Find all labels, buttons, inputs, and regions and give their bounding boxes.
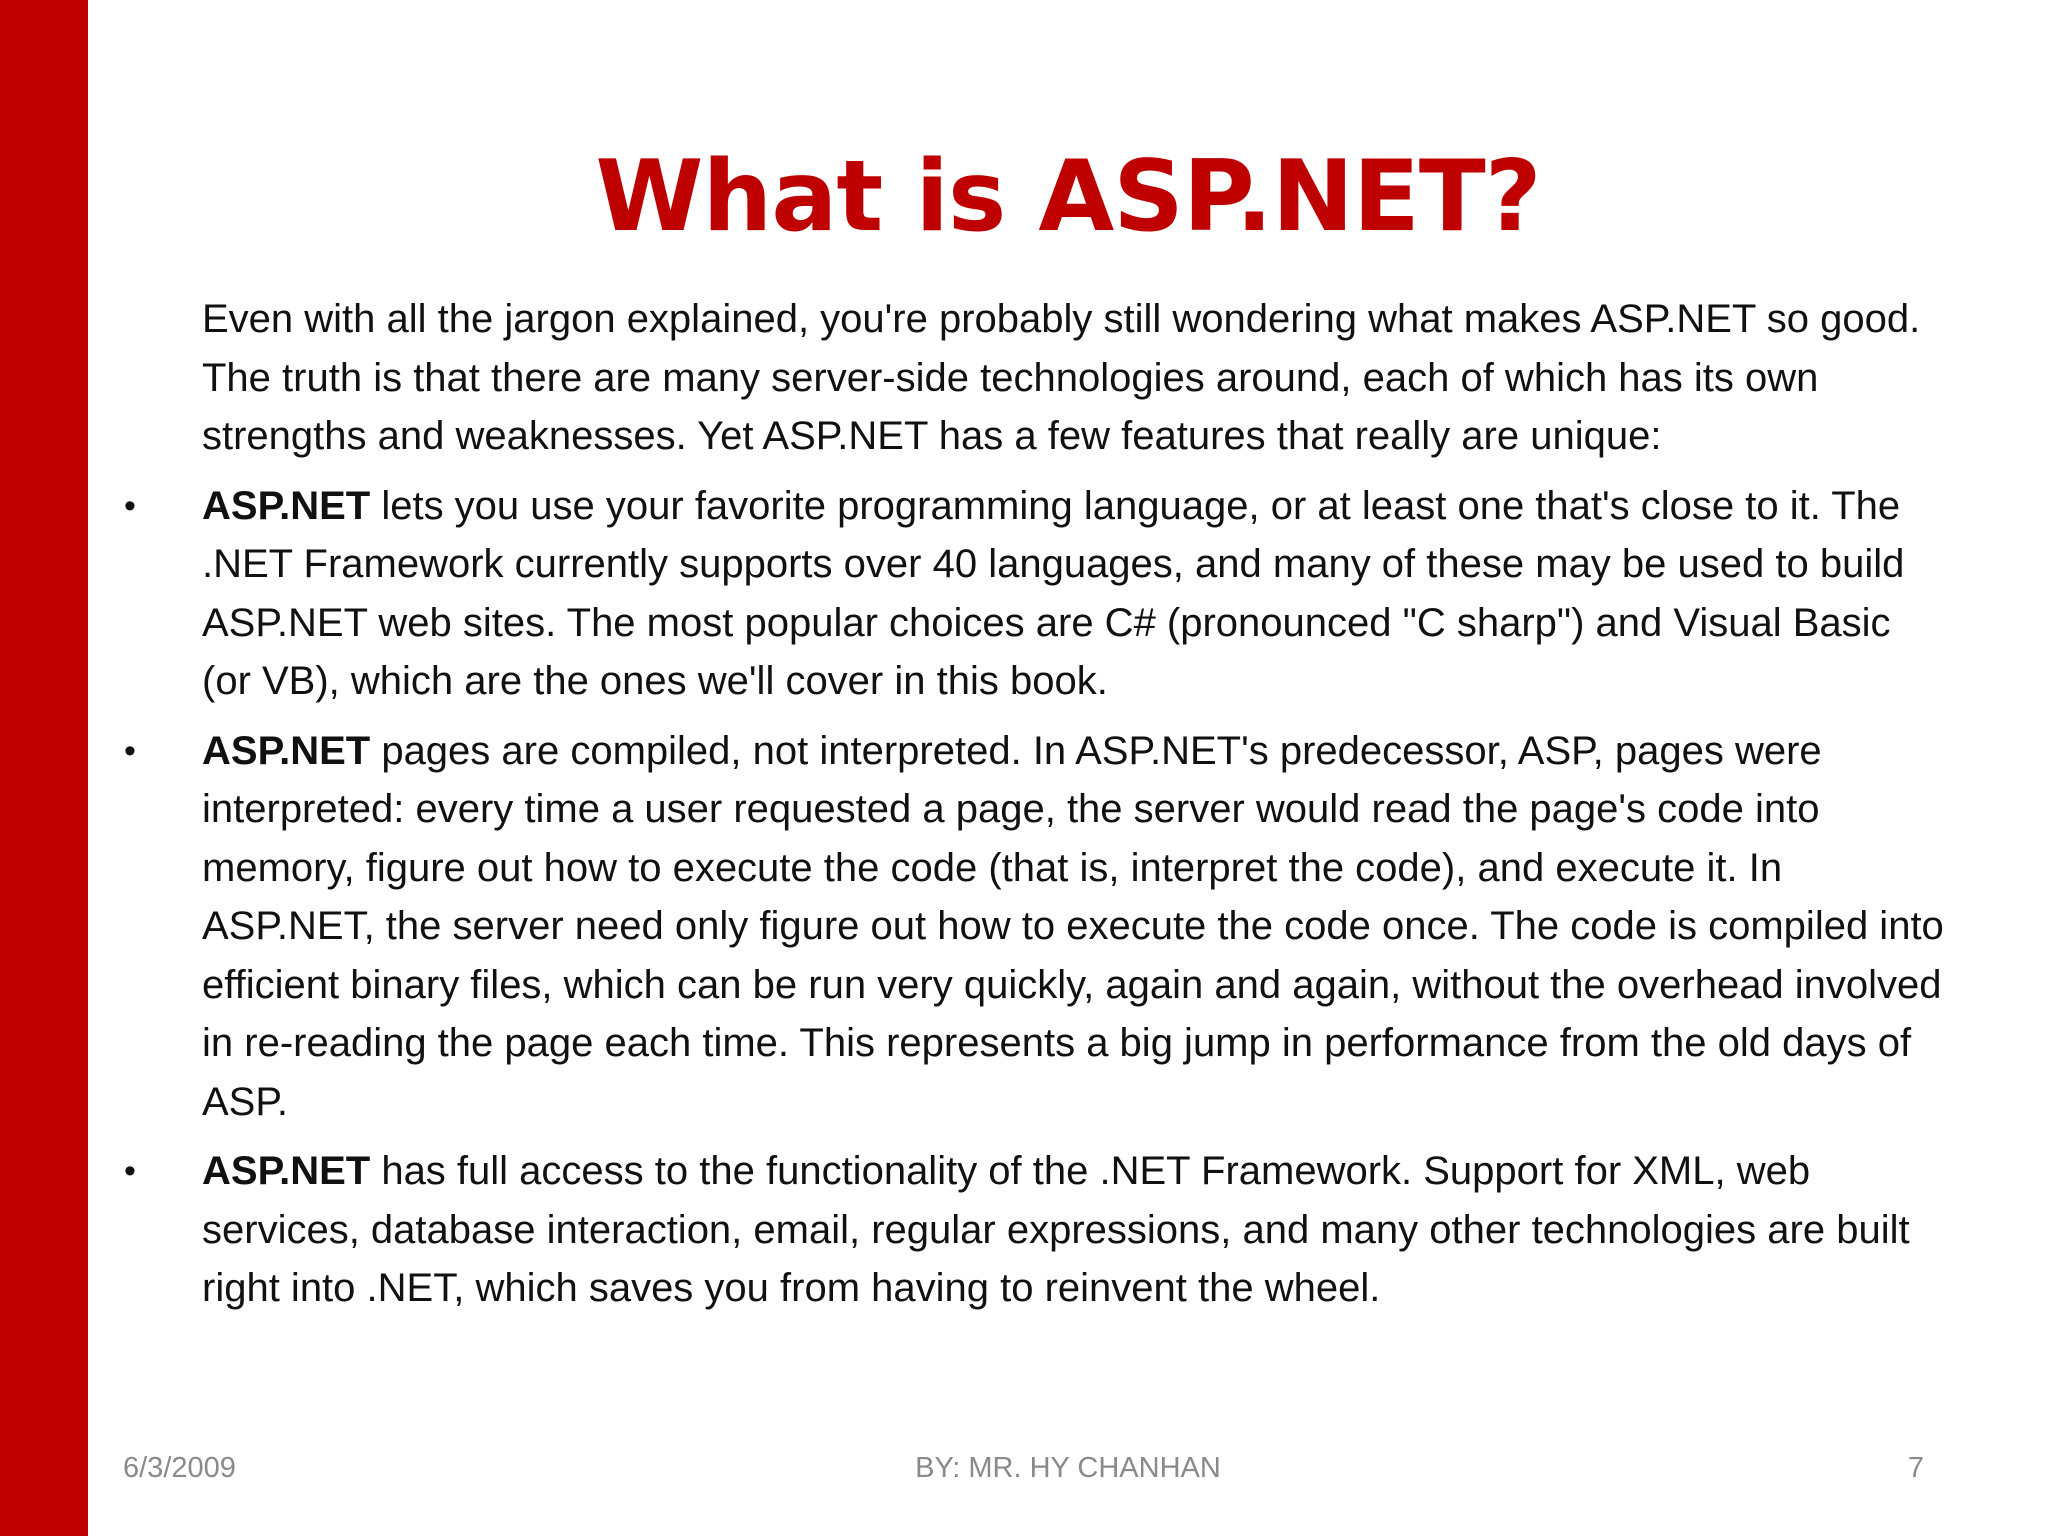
slide-title: What is ASP.NET? — [595, 140, 1541, 254]
bullet-text: has full access to the functionality of the .NET Framework. Support for XML, web services, database interaction, email, regular expressions, and many other technologies are built right into .NET, which saves you from having to reinvent the wheel. — [202, 1149, 1910, 1310]
bullet-dot-icon: • — [124, 731, 136, 770]
bullet-item — [118, 722, 1948, 1132]
bullet-item — [118, 1142, 1948, 1318]
accent-side-bar — [0, 0, 88, 1536]
slide-body — [118, 290, 1948, 1329]
bullet-dot-icon: • — [124, 1152, 136, 1190]
bullet-term: ASP.NET — [202, 483, 371, 528]
bullet-text: pages are compiled, not interpreted. In ASP.NET's predecessor, ASP, pages were interpreted: every time a user requested a page, the server would read the page's code into memory, figure out how to execute the code (that is, interpret the code), and execute it. In ASP.NET, the server need only figure out how to execute the code once. The code is compiled into efficient binary files, which can be run very quickly, again and again, without the overhead involved in re-reading the page each time. This represents a big jump in performance from the old days of ASP. — [202, 728, 1944, 1124]
bullet-term: ASP.NET — [202, 1149, 371, 1193]
footer-author: BY: MR. HY CHANHAN — [915, 1452, 1221, 1484]
intro-paragraph: Even with all the jargon explained, you're probably still wondering what makes ASP.NET so good. The truth is that there are many server-side technologies around, each of which has its own strengths and weaknesses. Yet ASP.NET has a few features that really are unique: — [202, 297, 1921, 458]
bullet-text: lets you use your favorite programming language, or at least one that's close to it. The .NET Framework currently supports over 40 languages, and many of these may be used to build ASP.NET web sites. The most popular choices are C# (pronounced "C sharp") and Visual Basic (or VB), which are the ones we'll cover in this book. — [202, 483, 1905, 703]
bullet-item — [118, 477, 1948, 711]
bullet-term: ASP.NET — [202, 728, 371, 773]
footer-date: 6/3/2009 — [123, 1452, 236, 1484]
bullet-dot-icon: • — [124, 486, 136, 525]
footer-page-number: 7 — [1907, 1452, 1924, 1484]
